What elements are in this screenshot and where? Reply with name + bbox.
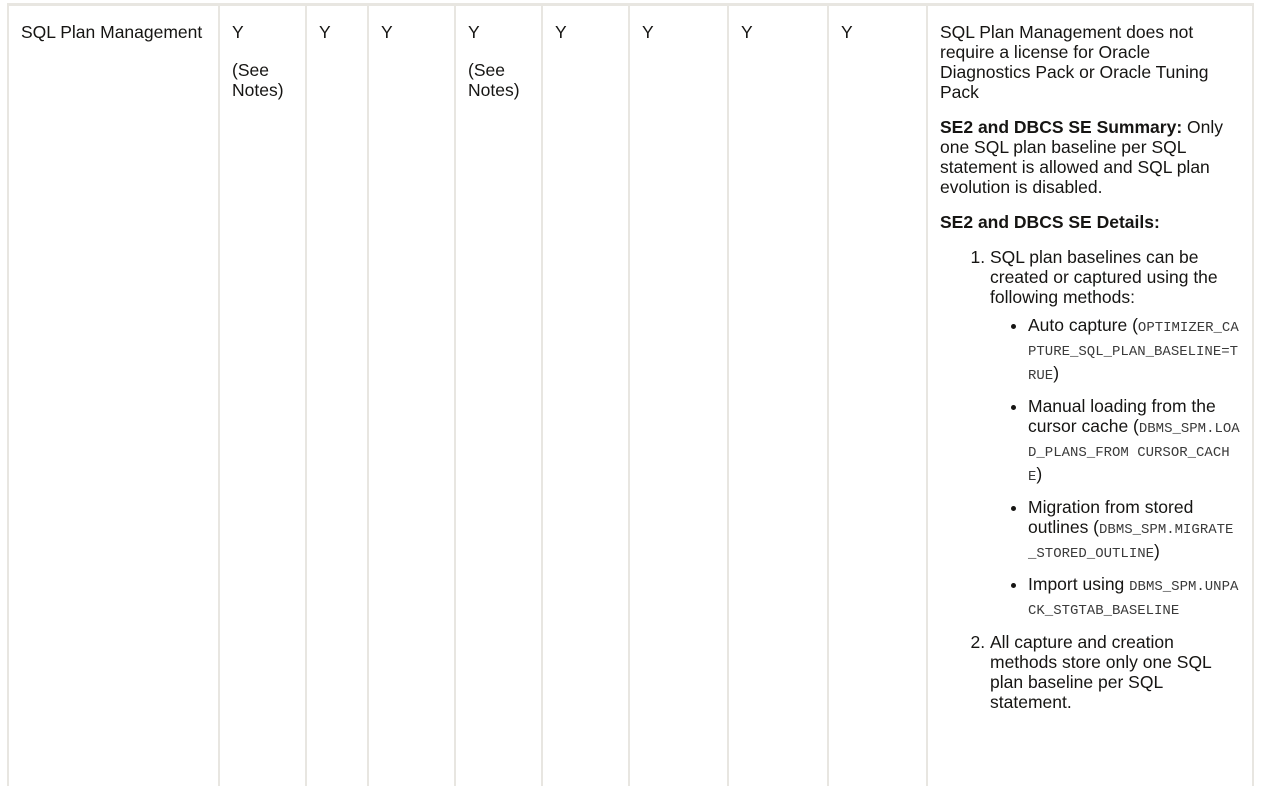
notes-summary [940,117,1240,197]
method-text: Migration from stored outlines ( [1028,497,1194,537]
details-label: SE2 and DBCS SE Details: [940,212,1160,232]
method-suffix: ) [1154,541,1160,561]
edition-value: Y [319,22,331,42]
edition-value: Y [741,22,753,42]
edition-cell-8 [827,3,926,786]
edition-cell-7 [727,3,827,786]
method-code: DBMS_SPM.LOAD_PLANS_FROM CURSOR_CACHE [1028,421,1240,485]
method-text: Import using [1028,574,1130,594]
list-item [1028,574,1240,622]
list-item [1028,396,1240,488]
summary-text: Only one SQL plan baseline per SQL statement is allowed and SQL plan evolution is disabled. [940,117,1224,197]
edition-value: Y [555,22,567,42]
edition-value: Y [642,22,654,42]
edition-cell-2 [305,3,367,786]
table-row [7,3,1254,786]
method-code: DBMS_SPM.MIGRATE_STORED_OUTLINE [1028,522,1234,562]
edition-value: Y [381,22,393,42]
feature-name: SQL Plan Management [21,22,203,42]
details-item-1-text: SQL plan baselines can be created or captured using the following methods: [990,247,1218,307]
method-suffix: ) [1036,464,1043,484]
feature-name-cell [7,3,218,786]
method-text: Manual loading from the cursor cache ( [1028,396,1216,436]
notes-intro: SQL Plan Management does not require a license for Oracle Diagnostics Pack or Oracle Tuning Pack [940,22,1209,102]
notes-cell [926,3,1254,786]
capture-methods-list [990,315,1240,622]
edition-value: Y [468,22,480,42]
edition-cell-3 [367,3,454,786]
details-item-2-text: All capture and creation methods store only one SQL plan baseline per SQL statement. [990,632,1212,712]
edition-cell-4 [454,3,541,786]
method-text: Auto capture ( [1028,315,1138,335]
list-item [1028,315,1240,387]
notes-details-heading [940,212,1240,232]
method-code: OPTIMIZER_CAPTURE_SQL_PLAN_BASELINE=TRUE [1028,320,1239,384]
edition-cell-6 [628,3,727,786]
list-item [990,632,1240,712]
method-code: DBMS_SPM.UNPACK_STGTAB_BASELINE [1028,579,1239,619]
see-notes-label: (See Notes) [232,60,284,100]
edition-value: Y [232,22,244,42]
edition-cell-1 [218,3,305,786]
edition-value: Y [841,22,853,42]
feature-license-table [7,3,1254,786]
summary-label: SE2 and DBCS SE Summary: [940,117,1183,137]
list-item [990,247,1240,622]
details-list [940,247,1240,712]
edition-cell-5 [541,3,628,786]
see-notes-label: (See Notes) [468,60,520,100]
method-suffix: ) [1053,363,1060,383]
list-item [1028,497,1240,565]
